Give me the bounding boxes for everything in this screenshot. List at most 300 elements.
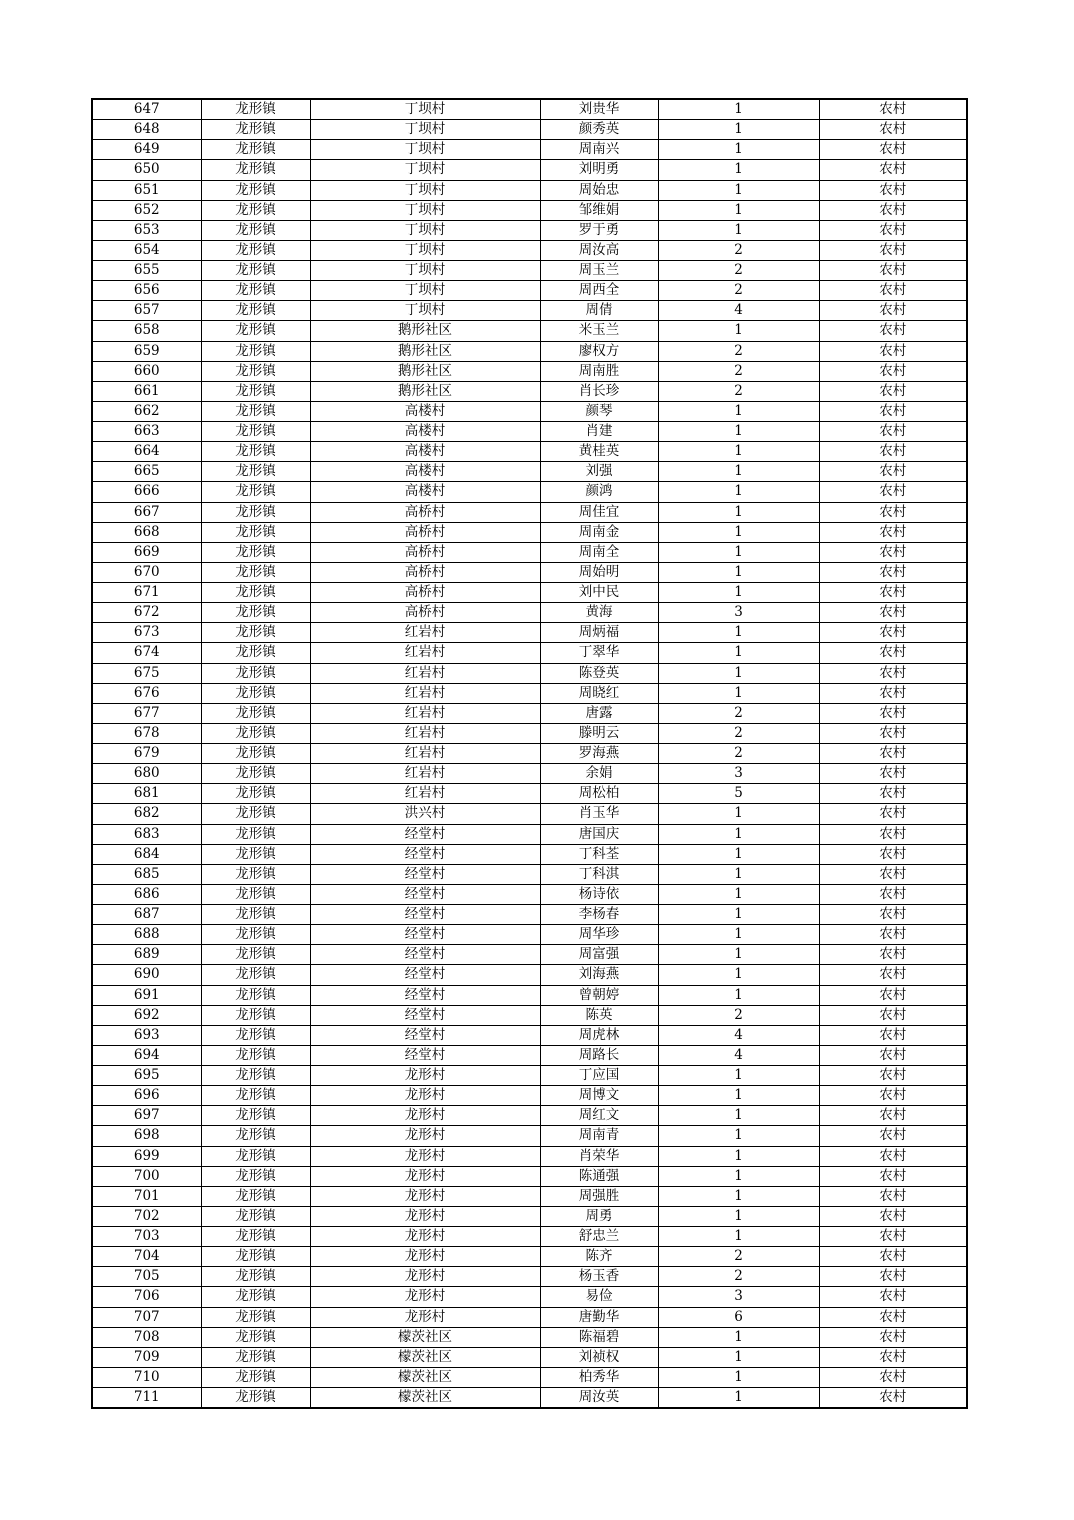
- town-cell: 龙形镇: [201, 1247, 310, 1267]
- row-number-cell: 652: [92, 200, 201, 220]
- row-number-cell: 663: [92, 422, 201, 442]
- row-number-cell: 655: [92, 261, 201, 281]
- count-cell: 1: [658, 99, 819, 120]
- count-cell: 1: [658, 925, 819, 945]
- village-cell: 经堂村: [310, 1025, 540, 1045]
- town-cell: 龙形镇: [201, 562, 310, 582]
- town-cell: 龙形镇: [201, 522, 310, 542]
- town-cell: 龙形镇: [201, 542, 310, 562]
- count-cell: 1: [658, 1227, 819, 1247]
- table-row: [92, 1126, 967, 1146]
- table-row: [92, 562, 967, 582]
- table-row: [92, 804, 967, 824]
- person-name-cell: 周松柏: [540, 784, 658, 804]
- person-name-cell: 刘海燕: [540, 965, 658, 985]
- town-cell: 龙形镇: [201, 945, 310, 965]
- village-cell: 高桥村: [310, 522, 540, 542]
- person-name-cell: 丁科淇: [540, 864, 658, 884]
- person-name-cell: 周南胜: [540, 361, 658, 381]
- town-cell: 龙形镇: [201, 1287, 310, 1307]
- town-cell: 龙形镇: [201, 703, 310, 723]
- table-row: [92, 905, 967, 925]
- village-cell: 丁坝村: [310, 160, 540, 180]
- count-cell: 1: [658, 422, 819, 442]
- area-type-cell: 农村: [819, 744, 967, 764]
- person-name-cell: 余娟: [540, 764, 658, 784]
- town-cell: 龙形镇: [201, 623, 310, 643]
- person-name-cell: 周路长: [540, 1045, 658, 1065]
- person-name-cell: 刘贵华: [540, 99, 658, 120]
- village-cell: 丁坝村: [310, 200, 540, 220]
- town-cell: 龙形镇: [201, 1206, 310, 1226]
- table-row: [92, 1347, 967, 1367]
- row-number-cell: 668: [92, 522, 201, 542]
- table-body: [92, 99, 967, 1408]
- village-cell: 丁坝村: [310, 281, 540, 301]
- count-cell: 1: [658, 482, 819, 502]
- table-row: [92, 1066, 967, 1086]
- area-type-cell: 农村: [819, 965, 967, 985]
- count-cell: 1: [658, 542, 819, 562]
- person-name-cell: 丁应国: [540, 1066, 658, 1086]
- row-number-cell: 703: [92, 1227, 201, 1247]
- person-name-cell: 肖建: [540, 422, 658, 442]
- town-cell: 龙形镇: [201, 1166, 310, 1186]
- count-cell: 1: [658, 945, 819, 965]
- count-cell: 1: [658, 160, 819, 180]
- count-cell: 1: [658, 442, 819, 462]
- town-cell: 龙形镇: [201, 321, 310, 341]
- table-row: [92, 884, 967, 904]
- area-type-cell: 农村: [819, 502, 967, 522]
- person-name-cell: 罗于勇: [540, 220, 658, 240]
- person-name-cell: 周晓红: [540, 683, 658, 703]
- person-name-cell: 肖玉华: [540, 804, 658, 824]
- town-cell: 龙形镇: [201, 1146, 310, 1166]
- row-number-cell: 670: [92, 562, 201, 582]
- person-name-cell: 周汝英: [540, 1388, 658, 1409]
- count-cell: 2: [658, 1247, 819, 1267]
- person-name-cell: 陈齐: [540, 1247, 658, 1267]
- person-name-cell: 周佳宜: [540, 502, 658, 522]
- row-number-cell: 649: [92, 140, 201, 160]
- row-number-cell: 697: [92, 1106, 201, 1126]
- person-name-cell: 舒忠兰: [540, 1227, 658, 1247]
- person-name-cell: 刘祯权: [540, 1347, 658, 1367]
- area-type-cell: 农村: [819, 1227, 967, 1247]
- town-cell: 龙形镇: [201, 502, 310, 522]
- area-type-cell: 农村: [819, 583, 967, 603]
- person-name-cell: 唐露: [540, 703, 658, 723]
- village-cell: 高楼村: [310, 482, 540, 502]
- table-row: [92, 1005, 967, 1025]
- row-number-cell: 678: [92, 723, 201, 743]
- table-row: [92, 1287, 967, 1307]
- table-row: [92, 683, 967, 703]
- village-cell: 龙形村: [310, 1126, 540, 1146]
- village-cell: 鹅形社区: [310, 341, 540, 361]
- row-number-cell: 656: [92, 281, 201, 301]
- village-cell: 龙形村: [310, 1267, 540, 1287]
- town-cell: 龙形镇: [201, 1347, 310, 1367]
- village-cell: 龙形村: [310, 1287, 540, 1307]
- village-cell: 经堂村: [310, 905, 540, 925]
- table-row: [92, 542, 967, 562]
- village-cell: 檬茨社区: [310, 1347, 540, 1367]
- area-type-cell: 农村: [819, 925, 967, 945]
- town-cell: 龙形镇: [201, 120, 310, 140]
- town-cell: 龙形镇: [201, 723, 310, 743]
- town-cell: 龙形镇: [201, 683, 310, 703]
- area-type-cell: 农村: [819, 723, 967, 743]
- person-name-cell: 廖权方: [540, 341, 658, 361]
- table-row: [92, 985, 967, 1005]
- village-cell: 龙形村: [310, 1206, 540, 1226]
- area-type-cell: 农村: [819, 945, 967, 965]
- table-row: [92, 401, 967, 421]
- count-cell: 1: [658, 401, 819, 421]
- count-cell: 1: [658, 1367, 819, 1387]
- area-type-cell: 农村: [819, 522, 967, 542]
- area-type-cell: 农村: [819, 1066, 967, 1086]
- row-number-cell: 688: [92, 925, 201, 945]
- row-number-cell: 682: [92, 804, 201, 824]
- count-cell: 1: [658, 502, 819, 522]
- row-number-cell: 664: [92, 442, 201, 462]
- town-cell: 龙形镇: [201, 99, 310, 120]
- village-cell: 丁坝村: [310, 180, 540, 200]
- town-cell: 龙形镇: [201, 1005, 310, 1025]
- person-name-cell: 易俭: [540, 1287, 658, 1307]
- count-cell: 1: [658, 562, 819, 582]
- table-row: [92, 281, 967, 301]
- area-type-cell: 农村: [819, 884, 967, 904]
- table-row: [92, 160, 967, 180]
- area-type-cell: 农村: [819, 603, 967, 623]
- person-name-cell: 周始明: [540, 562, 658, 582]
- count-cell: 2: [658, 240, 819, 260]
- row-number-cell: 706: [92, 1287, 201, 1307]
- person-name-cell: 周红文: [540, 1106, 658, 1126]
- town-cell: 龙形镇: [201, 281, 310, 301]
- village-cell: 红岩村: [310, 784, 540, 804]
- table-row: [92, 844, 967, 864]
- table-row: [92, 502, 967, 522]
- village-cell: 经堂村: [310, 925, 540, 945]
- village-cell: 丁坝村: [310, 301, 540, 321]
- town-cell: 龙形镇: [201, 1327, 310, 1347]
- area-type-cell: 农村: [819, 200, 967, 220]
- count-cell: 4: [658, 1025, 819, 1045]
- area-type-cell: 农村: [819, 905, 967, 925]
- table-row: [92, 1146, 967, 1166]
- town-cell: 龙形镇: [201, 381, 310, 401]
- area-type-cell: 农村: [819, 824, 967, 844]
- person-name-cell: 丁科荃: [540, 844, 658, 864]
- row-number-cell: 661: [92, 381, 201, 401]
- row-number-cell: 653: [92, 220, 201, 240]
- count-cell: 1: [658, 643, 819, 663]
- area-type-cell: 农村: [819, 1106, 967, 1126]
- person-name-cell: 陈英: [540, 1005, 658, 1025]
- row-number-cell: 654: [92, 240, 201, 260]
- count-cell: 2: [658, 361, 819, 381]
- table-row: [92, 925, 967, 945]
- area-type-cell: 农村: [819, 120, 967, 140]
- data-table: [91, 98, 968, 1409]
- count-cell: 1: [658, 120, 819, 140]
- town-cell: 龙形镇: [201, 401, 310, 421]
- row-number-cell: 698: [92, 1126, 201, 1146]
- count-cell: 3: [658, 603, 819, 623]
- area-type-cell: 农村: [819, 442, 967, 462]
- table-row: [92, 764, 967, 784]
- area-type-cell: 农村: [819, 1186, 967, 1206]
- village-cell: 经堂村: [310, 945, 540, 965]
- count-cell: 2: [658, 281, 819, 301]
- area-type-cell: 农村: [819, 301, 967, 321]
- area-type-cell: 农村: [819, 281, 967, 301]
- row-number-cell: 677: [92, 703, 201, 723]
- count-cell: 1: [658, 1066, 819, 1086]
- town-cell: 龙形镇: [201, 422, 310, 442]
- table-row: [92, 703, 967, 723]
- area-type-cell: 农村: [819, 1267, 967, 1287]
- town-cell: 龙形镇: [201, 261, 310, 281]
- count-cell: 1: [658, 663, 819, 683]
- person-name-cell: 颜秀英: [540, 120, 658, 140]
- village-cell: 红岩村: [310, 703, 540, 723]
- person-name-cell: 周玉兰: [540, 261, 658, 281]
- area-type-cell: 农村: [819, 1025, 967, 1045]
- area-type-cell: 农村: [819, 482, 967, 502]
- area-type-cell: 农村: [819, 623, 967, 643]
- person-name-cell: 陈登英: [540, 663, 658, 683]
- area-type-cell: 农村: [819, 140, 967, 160]
- table-row: [92, 824, 967, 844]
- village-cell: 檬茨社区: [310, 1327, 540, 1347]
- village-cell: 红岩村: [310, 623, 540, 643]
- area-type-cell: 农村: [819, 844, 967, 864]
- count-cell: 1: [658, 804, 819, 824]
- row-number-cell: 711: [92, 1388, 201, 1409]
- table-row: [92, 99, 967, 120]
- row-number-cell: 708: [92, 1327, 201, 1347]
- table-row: [92, 482, 967, 502]
- village-cell: 鹅形社区: [310, 361, 540, 381]
- town-cell: 龙形镇: [201, 240, 310, 260]
- town-cell: 龙形镇: [201, 361, 310, 381]
- count-cell: 1: [658, 1388, 819, 1409]
- table-row: [92, 1267, 967, 1287]
- row-number-cell: 694: [92, 1045, 201, 1065]
- town-cell: 龙形镇: [201, 200, 310, 220]
- count-cell: 2: [658, 723, 819, 743]
- area-type-cell: 农村: [819, 462, 967, 482]
- town-cell: 龙形镇: [201, 1367, 310, 1387]
- count-cell: 1: [658, 864, 819, 884]
- count-cell: 4: [658, 301, 819, 321]
- row-number-cell: 686: [92, 884, 201, 904]
- area-type-cell: 农村: [819, 1287, 967, 1307]
- count-cell: 1: [658, 522, 819, 542]
- village-cell: 丁坝村: [310, 120, 540, 140]
- village-cell: 经堂村: [310, 1005, 540, 1025]
- area-type-cell: 农村: [819, 240, 967, 260]
- table-row: [92, 1227, 967, 1247]
- table-row: [92, 301, 967, 321]
- row-number-cell: 671: [92, 583, 201, 603]
- area-type-cell: 农村: [819, 321, 967, 341]
- village-cell: 鹅形社区: [310, 381, 540, 401]
- row-number-cell: 669: [92, 542, 201, 562]
- row-number-cell: 702: [92, 1206, 201, 1226]
- person-name-cell: 周汝高: [540, 240, 658, 260]
- person-name-cell: 杨诗依: [540, 884, 658, 904]
- count-cell: 1: [658, 884, 819, 904]
- village-cell: 丁坝村: [310, 261, 540, 281]
- count-cell: 1: [658, 1347, 819, 1367]
- row-number-cell: 693: [92, 1025, 201, 1045]
- count-cell: 1: [658, 180, 819, 200]
- person-name-cell: 唐国庆: [540, 824, 658, 844]
- person-name-cell: 周强胜: [540, 1186, 658, 1206]
- table-row: [92, 663, 967, 683]
- village-cell: 高桥村: [310, 502, 540, 522]
- town-cell: 龙形镇: [201, 925, 310, 945]
- town-cell: 龙形镇: [201, 1307, 310, 1327]
- table-row: [92, 442, 967, 462]
- village-cell: 洪兴村: [310, 804, 540, 824]
- row-number-cell: 672: [92, 603, 201, 623]
- table-row: [92, 341, 967, 361]
- town-cell: 龙形镇: [201, 1106, 310, 1126]
- person-name-cell: 周南金: [540, 522, 658, 542]
- village-cell: 龙形村: [310, 1066, 540, 1086]
- table-row: [92, 180, 967, 200]
- village-cell: 红岩村: [310, 683, 540, 703]
- town-cell: 龙形镇: [201, 784, 310, 804]
- count-cell: 1: [658, 462, 819, 482]
- count-cell: 2: [658, 1267, 819, 1287]
- village-cell: 经堂村: [310, 1045, 540, 1065]
- row-number-cell: 674: [92, 643, 201, 663]
- person-name-cell: 陈福碧: [540, 1327, 658, 1347]
- village-cell: 经堂村: [310, 824, 540, 844]
- village-cell: 丁坝村: [310, 99, 540, 120]
- row-number-cell: 666: [92, 482, 201, 502]
- area-type-cell: 农村: [819, 422, 967, 442]
- row-number-cell: 696: [92, 1086, 201, 1106]
- town-cell: 龙形镇: [201, 764, 310, 784]
- table-row: [92, 120, 967, 140]
- count-cell: 2: [658, 341, 819, 361]
- town-cell: 龙形镇: [201, 1186, 310, 1206]
- town-cell: 龙形镇: [201, 462, 310, 482]
- table-row: [92, 422, 967, 442]
- table-row: [92, 945, 967, 965]
- town-cell: 龙形镇: [201, 844, 310, 864]
- table-row: [92, 361, 967, 381]
- area-type-cell: 农村: [819, 160, 967, 180]
- row-number-cell: 662: [92, 401, 201, 421]
- town-cell: 龙形镇: [201, 1066, 310, 1086]
- table-row: [92, 1166, 967, 1186]
- area-type-cell: 农村: [819, 562, 967, 582]
- table-row: [92, 1106, 967, 1126]
- village-cell: 高楼村: [310, 462, 540, 482]
- town-cell: 龙形镇: [201, 180, 310, 200]
- area-type-cell: 农村: [819, 1347, 967, 1367]
- row-number-cell: 707: [92, 1307, 201, 1327]
- row-number-cell: 665: [92, 462, 201, 482]
- row-number-cell: 659: [92, 341, 201, 361]
- person-name-cell: 周勇: [540, 1206, 658, 1226]
- person-name-cell: 周炳福: [540, 623, 658, 643]
- village-cell: 经堂村: [310, 844, 540, 864]
- area-type-cell: 农村: [819, 643, 967, 663]
- village-cell: 红岩村: [310, 643, 540, 663]
- town-cell: 龙形镇: [201, 220, 310, 240]
- table-row: [92, 864, 967, 884]
- area-type-cell: 农村: [819, 703, 967, 723]
- count-cell: 1: [658, 200, 819, 220]
- person-name-cell: 肖荣华: [540, 1146, 658, 1166]
- count-cell: 1: [658, 1086, 819, 1106]
- count-cell: 1: [658, 1206, 819, 1226]
- area-type-cell: 农村: [819, 361, 967, 381]
- row-number-cell: 684: [92, 844, 201, 864]
- row-number-cell: 658: [92, 321, 201, 341]
- area-type-cell: 农村: [819, 1206, 967, 1226]
- count-cell: 1: [658, 1186, 819, 1206]
- area-type-cell: 农村: [819, 1005, 967, 1025]
- count-cell: 2: [658, 703, 819, 723]
- row-number-cell: 650: [92, 160, 201, 180]
- table-row: [92, 784, 967, 804]
- person-name-cell: 周西全: [540, 281, 658, 301]
- table-row: [92, 583, 967, 603]
- person-name-cell: 米玉兰: [540, 321, 658, 341]
- count-cell: 1: [658, 683, 819, 703]
- town-cell: 龙形镇: [201, 905, 310, 925]
- village-cell: 经堂村: [310, 985, 540, 1005]
- row-number-cell: 690: [92, 965, 201, 985]
- village-cell: 丁坝村: [310, 140, 540, 160]
- village-cell: 龙形村: [310, 1086, 540, 1106]
- person-name-cell: 周博文: [540, 1086, 658, 1106]
- town-cell: 龙形镇: [201, 744, 310, 764]
- town-cell: 龙形镇: [201, 160, 310, 180]
- town-cell: 龙形镇: [201, 884, 310, 904]
- row-number-cell: 705: [92, 1267, 201, 1287]
- count-cell: 1: [658, 1166, 819, 1186]
- town-cell: 龙形镇: [201, 1086, 310, 1106]
- person-name-cell: 刘强: [540, 462, 658, 482]
- village-cell: 高桥村: [310, 583, 540, 603]
- village-cell: 龙形村: [310, 1247, 540, 1267]
- area-type-cell: 农村: [819, 1045, 967, 1065]
- area-type-cell: 农村: [819, 1086, 967, 1106]
- count-cell: 1: [658, 321, 819, 341]
- town-cell: 龙形镇: [201, 482, 310, 502]
- village-cell: 檬茨社区: [310, 1388, 540, 1409]
- row-number-cell: 695: [92, 1066, 201, 1086]
- area-type-cell: 农村: [819, 220, 967, 240]
- town-cell: 龙形镇: [201, 442, 310, 462]
- person-name-cell: 周南全: [540, 542, 658, 562]
- person-name-cell: 周南青: [540, 1126, 658, 1146]
